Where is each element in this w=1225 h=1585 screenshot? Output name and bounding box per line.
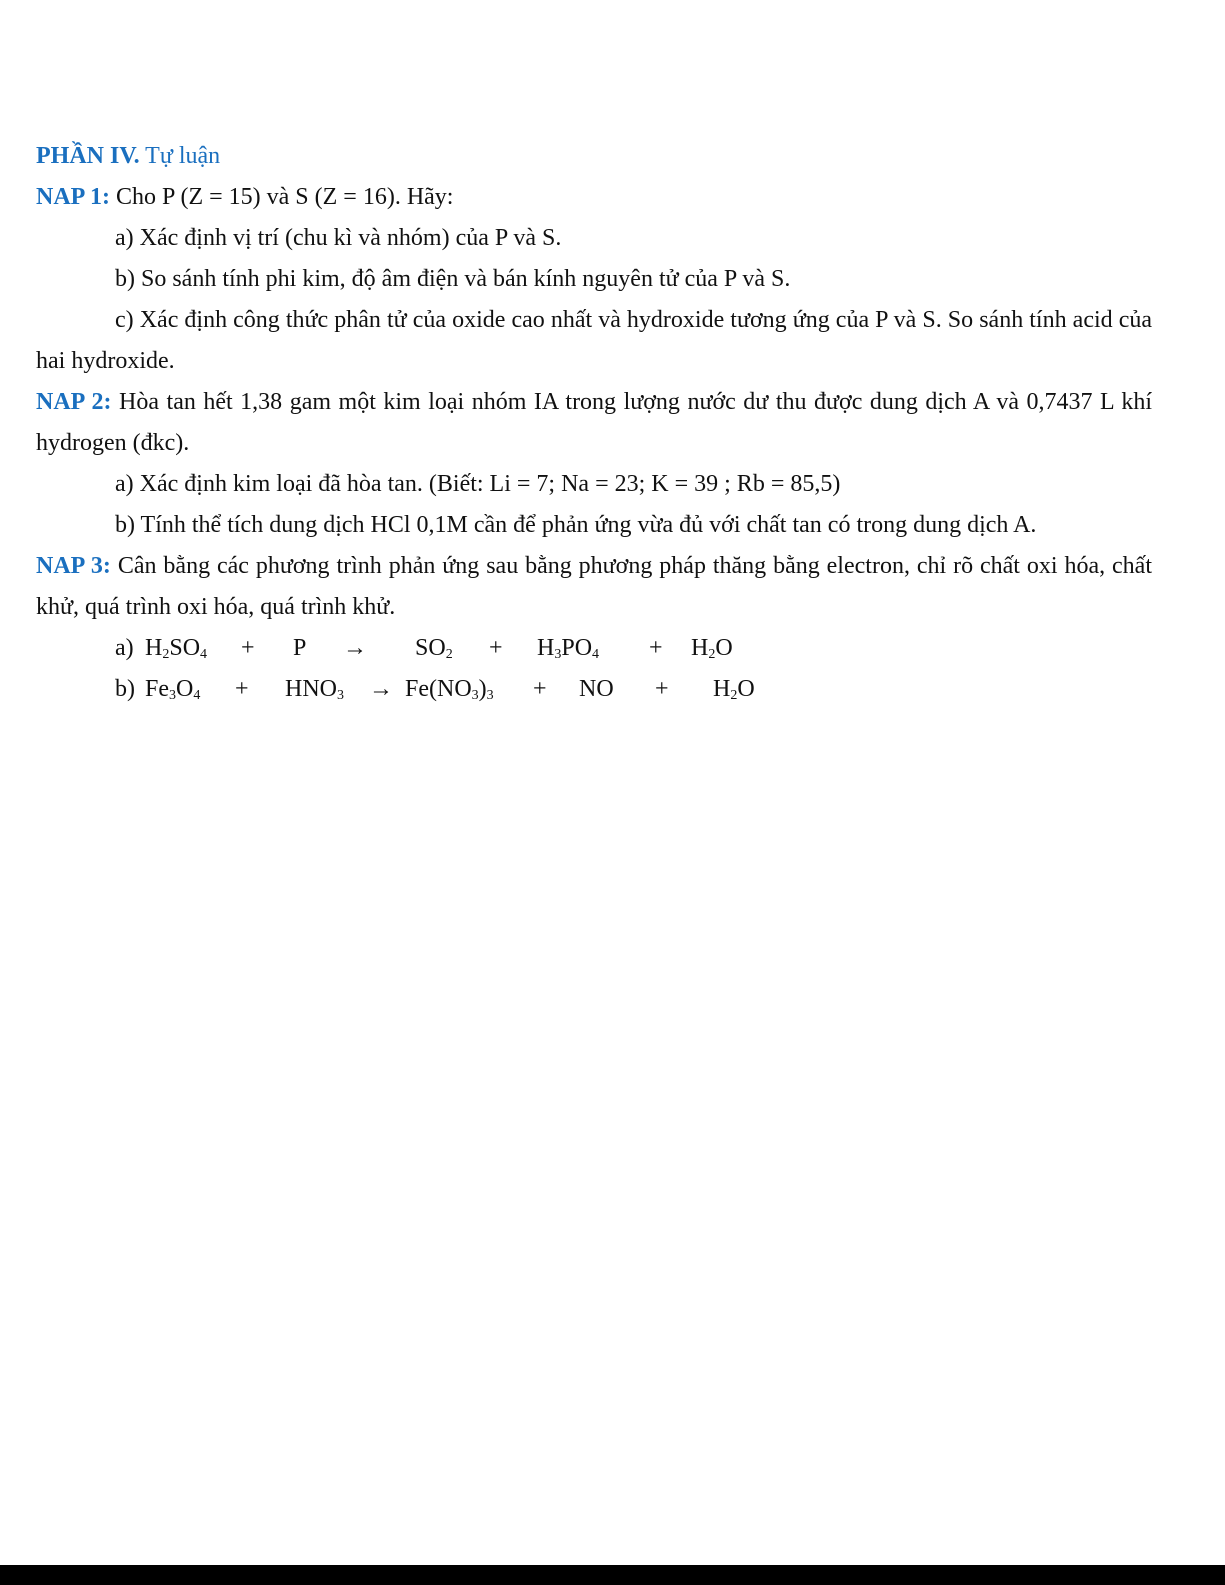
equation-a-product-2: $H_3PO_4$ (537, 635, 600, 662)
question-2-text: Hòa tan hết 1,38 gam một kim loại nhóm IA trong lượng nước dư thu được dung dịch A và 0,7437 L khí hydrogen (đkc). (36, 389, 1153, 456)
question-1-text: Cho P (Z = 15) và S (Z = 16). Hãy: (116, 184, 454, 210)
equation-a-arrow: → (343, 635, 367, 661)
section-subtitle: Tự luận (145, 143, 221, 169)
equation-b (36, 669, 1152, 710)
equation-b-plus-1: + (235, 676, 249, 702)
question-1-label: NAP 1: (36, 184, 110, 210)
equation-a-reactant-1: $H_2SO_4$ (145, 635, 208, 662)
question-3-stem (36, 546, 1152, 628)
equation-b-product-2: NO (579, 676, 614, 702)
equation-b-product-3: $H_2O$ (713, 676, 755, 703)
equation-a-plus-1: + (241, 635, 255, 661)
equation-b-plus-3: + (655, 676, 669, 702)
question-2b: b) Tính thể tích dung dịch HCl 0,1M cần để phản ứng vừa đủ với chất tan có trong dung dịch A. (115, 512, 1037, 538)
page-bottom-border (0, 1565, 1225, 1585)
equation-a-prefix: a) (115, 635, 134, 661)
section-heading (36, 136, 1152, 177)
question-1b: b) So sánh tính phi kim, độ âm điện và bán kính nguyên tử của P và S. (115, 266, 791, 292)
equation-b-arrow: → (369, 676, 393, 702)
equation-b-product-1: $Fe(NO_3)_3$ (405, 676, 494, 703)
equation-a-reactant-2: P (293, 635, 307, 661)
question-1c: c) Xác định công thức phân tử của oxide cao nhất và hydroxide tương ứng của P và S. So sánh tính acid của hai hydroxide. (36, 307, 1152, 374)
equation-b-plus-2: + (533, 676, 547, 702)
question-1a: a) Xác định vị trí (chu kì và nhóm) của P và S. (115, 225, 562, 251)
equation-a-product-1: $SO_2$ (415, 635, 453, 662)
question-3-text: Cân bằng các phương trình phản ứng sau bằng phương pháp thăng bằng electron, chỉ rõ chất oxi hóa, chất khử, quá trình oxi hóa, quá trình khử. (36, 553, 1153, 620)
question-2-label: NAP 2: (36, 389, 112, 415)
equation-b-prefix: b) (115, 676, 135, 702)
equation-a-product-3: $H_2O$ (691, 635, 733, 662)
question-3-label: NAP 3: (36, 553, 111, 579)
equation-a (36, 628, 1152, 669)
equation-a-plus-2: + (489, 635, 503, 661)
worksheet-page (36, 136, 1152, 710)
question-2a: a) Xác định kim loại đã hòa tan. (Biết: Li = 7; Na = 23; K = 39 ; Rb = 85,5) (115, 471, 841, 497)
equation-a-plus-3: + (649, 635, 663, 661)
equation-b-reactant-2: $HNO_3$ (285, 676, 344, 703)
section-title: PHẦN IV. (36, 143, 140, 169)
equation-b-reactant-1: $Fe_3O_4$ (145, 676, 201, 703)
question-1-stem (36, 177, 1152, 218)
question-2-stem (36, 382, 1152, 464)
